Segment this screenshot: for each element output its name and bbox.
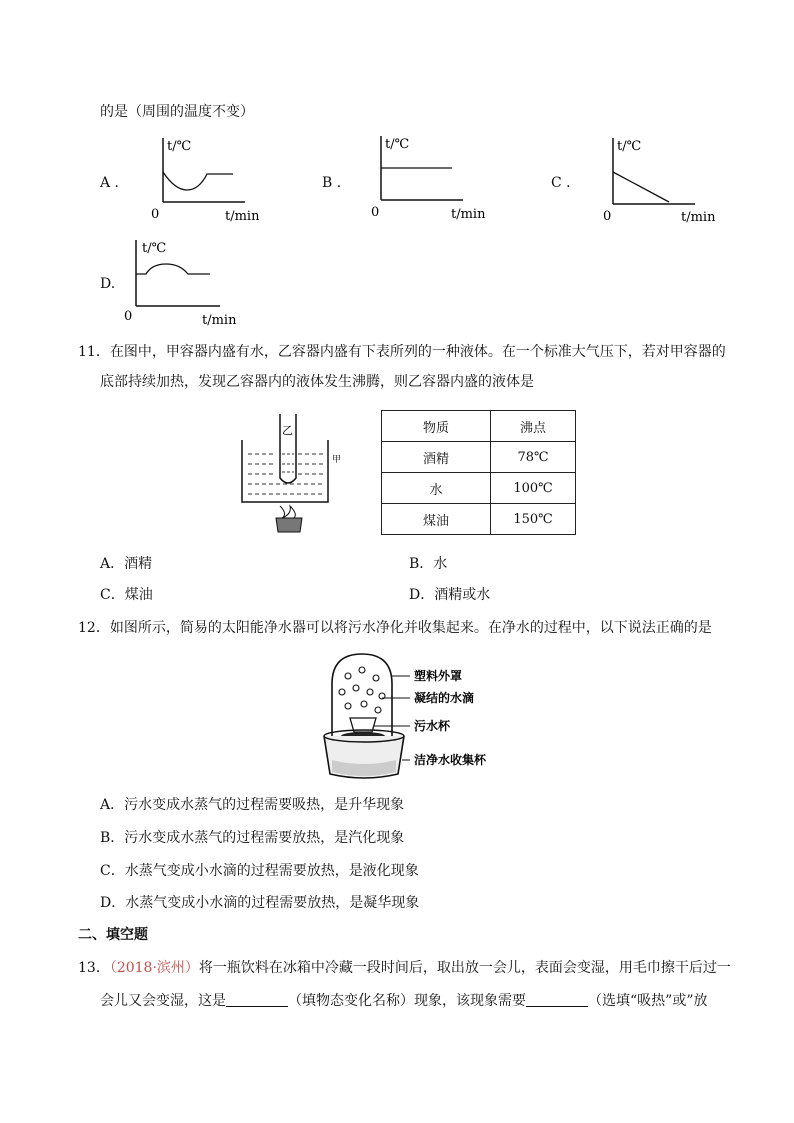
- q10-graph-c[interactable]: [597, 132, 727, 227]
- x-axis-label: t/min: [451, 207, 486, 222]
- q10-option-a-label[interactable]: A ．: [100, 175, 129, 191]
- q11-stem-line2: 底部持续加热，发现乙容器内的液体发生沸腾，则乙容器内盛的液体是: [100, 374, 534, 390]
- table-cell: 150℃: [491, 504, 576, 535]
- q13-text: 将一瓶饮料在冰箱中冷藏一段时间后，取出放一会儿，表面会变湿，用毛巾擦干后过一: [198, 960, 731, 976]
- y-axis-label: t/℃: [385, 137, 410, 152]
- origin-label: 0: [124, 309, 133, 324]
- x-axis-label: t/min: [202, 313, 237, 328]
- q10-stem-tail: 的是（周围的温度不变）: [100, 104, 254, 120]
- label-dirty-water-cup: 污水杯: [414, 719, 451, 733]
- table-row: [382, 504, 576, 535]
- boiling-container-diagram: [236, 410, 351, 540]
- origin-label: 0: [151, 207, 160, 222]
- table-header-cell: 沸点: [491, 411, 576, 442]
- q10-graph-d[interactable]: [120, 234, 250, 329]
- boiling-point-table: [381, 410, 576, 535]
- answer-blank-1[interactable]: [226, 992, 288, 1007]
- q10-option-b-label[interactable]: B ．: [322, 175, 351, 191]
- q13-line2: [100, 991, 707, 1011]
- q12-option-d[interactable]: D．水蒸气变成小水滴的过程需要放热，是凝华现象: [100, 895, 420, 911]
- origin-label: 0: [371, 205, 380, 220]
- y-axis-label: t/℃: [617, 139, 642, 154]
- q11-option-d[interactable]: D．酒精或水: [409, 587, 491, 603]
- origin-label: 0: [603, 209, 612, 224]
- solar-water-purifier-diagram: [318, 648, 518, 783]
- q11-option-b[interactable]: B．水: [409, 556, 448, 572]
- q10-graph-b[interactable]: [365, 130, 500, 225]
- q12-option-c[interactable]: C．水蒸气变成小水滴的过程需要放热，是液化现象: [100, 863, 419, 879]
- x-axis-label: t/min: [681, 210, 716, 225]
- answer-blank-2[interactable]: [526, 992, 588, 1007]
- y-axis-label: t/℃: [167, 139, 192, 154]
- table-row: [382, 473, 576, 504]
- label-jia: 甲: [332, 455, 342, 465]
- section-title: 二、填空题: [78, 927, 148, 943]
- q11-option-c[interactable]: C．煤油: [100, 587, 153, 603]
- q12-stem: 12．如图所示，简易的太阳能净水器可以将污水净化并收集起来。在净水的过程中，以下说法正确的是: [78, 620, 712, 636]
- y-axis-label: t/℃: [142, 241, 167, 256]
- table-cell: 78℃: [491, 442, 576, 473]
- q11-stem-line1: 11．在图中，甲容器内盛有水，乙容器内盛有下表所列的一种液体。在一个标准大气压下，若对甲容器的: [78, 344, 726, 360]
- x-axis-label: t/min: [225, 209, 260, 224]
- q11-option-a[interactable]: A．酒精: [100, 556, 153, 572]
- label-condensed-droplets: 凝结的水滴: [414, 691, 475, 705]
- q10-option-c-label[interactable]: C ．: [551, 175, 581, 191]
- table-row: [382, 442, 576, 473]
- table-cell: 100℃: [491, 473, 576, 504]
- q12-option-a[interactable]: A．污水变成水蒸气的过程需要吸热，是升华现象: [100, 797, 405, 813]
- q13-text-c: （选填“吸热”或”放: [588, 993, 708, 1009]
- table-cell: 水: [382, 473, 491, 504]
- table-cell: 酒精: [382, 442, 491, 473]
- label-yi: 乙: [282, 424, 293, 437]
- q13-line1: [78, 958, 731, 978]
- table-header-row: [382, 411, 576, 442]
- q10-graph-a[interactable]: [145, 132, 275, 227]
- q13-text-a: 会儿又会变湿，这是: [100, 993, 226, 1009]
- q13-text-b: （填物态变化名称）现象，该现象需要: [288, 993, 526, 1009]
- q12-option-b[interactable]: B．污水变成水蒸气的过程需要放热，是汽化现象: [100, 830, 405, 846]
- table-header-cell: 物质: [382, 411, 491, 442]
- label-plastic-cover: 塑料外罩: [414, 669, 463, 683]
- label-clean-water-cup: 洁净水收集杯: [414, 753, 487, 767]
- q10-option-d-label[interactable]: D.: [100, 276, 116, 292]
- q13-source: （2018·滨州）: [109, 960, 199, 976]
- table-cell: 煤油: [382, 504, 491, 535]
- q13-number: 13．: [78, 960, 110, 976]
